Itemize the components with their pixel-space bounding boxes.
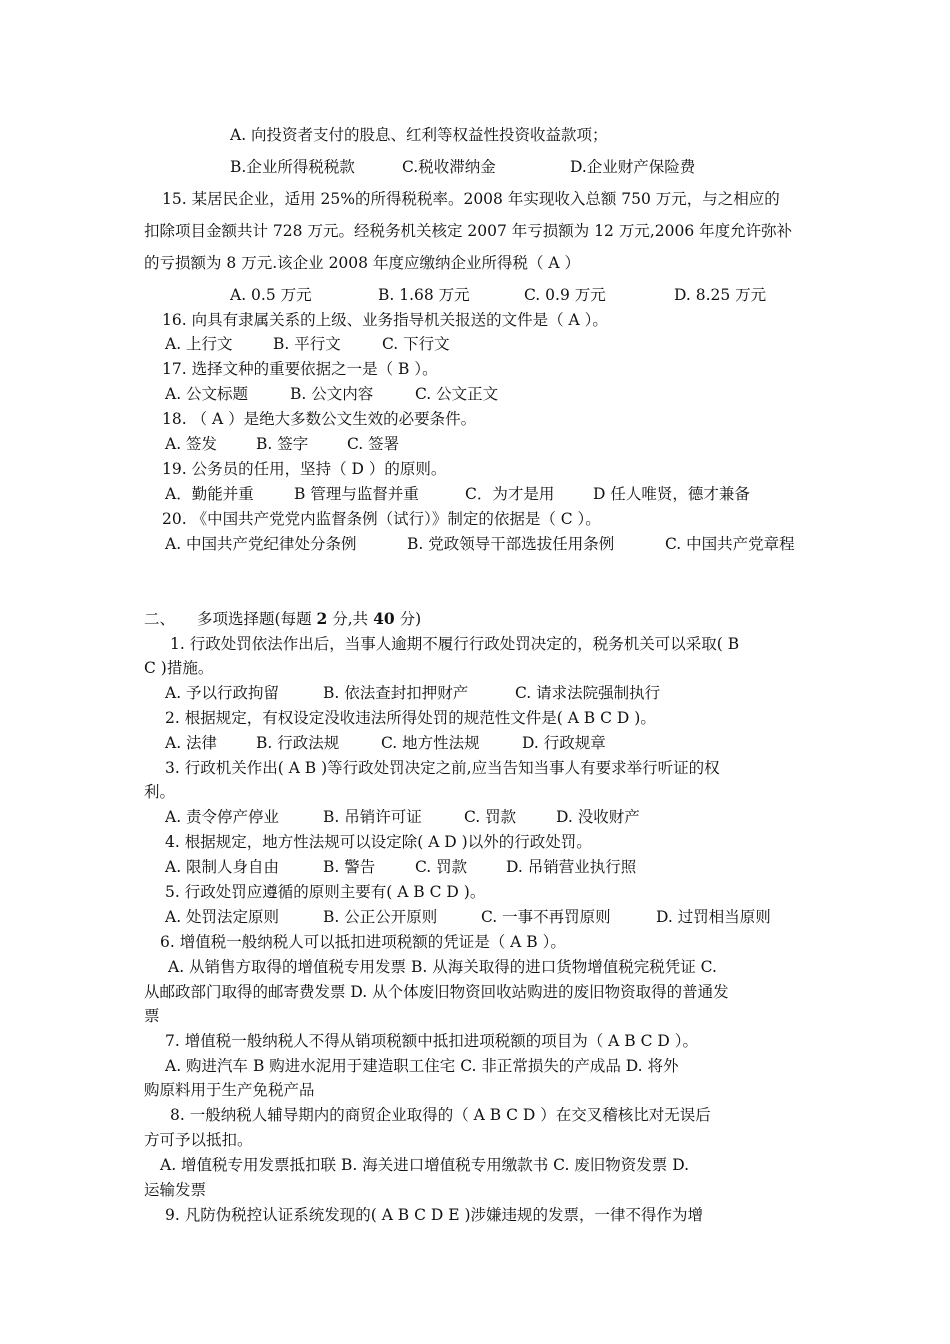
- q19-option-d: D 任人唯贤，德才兼备: [593, 485, 750, 503]
- m5-option-b: B. 公正公开原则: [323, 908, 438, 926]
- m3-option-b: B. 吊销许可证: [323, 808, 422, 826]
- q20-option-a: A. 中国共产党纪律处分条例: [165, 535, 357, 553]
- m1-line2: C )措施。: [144, 659, 214, 677]
- m2-option-b: B. 行政法规: [256, 734, 340, 752]
- q16-option-c: C. 下行文: [382, 335, 450, 353]
- m3-option-d: D. 没收财产: [556, 808, 640, 826]
- m7-question: 7. 增值税一般纳税人不得从销项税额中抵扣进项税额的项目为（ A B C D ）。: [165, 1032, 698, 1050]
- q15-option-b: B. 1.68 万元: [378, 286, 470, 304]
- m2-question: 2. 根据规定，有权设定没收违法所得处罚的规范性文件是( A B C D )。: [165, 709, 656, 727]
- q18-option-a: A. 签发: [165, 435, 218, 453]
- m3-line1: 3. 行政机关作出( A B )等行政处罚决定之前,应当告知当事人有要求举行听证的权: [165, 759, 720, 777]
- q16-option-b: B. 平行文: [273, 335, 341, 353]
- m1-line1: 1. 行政处罚依法作出后，当事人逾期不履行行政处罚决定的，税务机关可以采取( B: [170, 635, 740, 653]
- m1-option-b: B. 依法查封扣押财产: [323, 684, 469, 702]
- m8-line2: 方可予以抵扣。: [144, 1131, 253, 1149]
- q16-option-a: A. 上行文: [165, 335, 233, 353]
- m5-option-d: D. 过罚相当原则: [656, 908, 771, 926]
- q19-option-c: C．为才是用: [465, 485, 555, 503]
- q15-option-a: A. 0.5 万元: [230, 286, 312, 304]
- m4-option-b: B. 警告: [323, 858, 376, 876]
- q15-line2: 扣除项目金额共计 728 万元。经税务机关核定 2007 年亏损额为 12 万元,2006 年度允许弥补: [144, 222, 793, 240]
- option-b: B.企业所得税税款: [230, 158, 355, 176]
- m6-options-line3: 票: [144, 1007, 160, 1025]
- q17-option-c: C. 公文正文: [415, 385, 499, 403]
- m7-options-line1: A. 购进汽车 B 购进水泥用于建造职工住宅 C. 非正常损失的产成品 D. 将外: [165, 1057, 679, 1075]
- q17-option-b: B. 公文内容: [290, 385, 374, 403]
- m6-options-line2: 从邮政部门取得的邮寄费发票 D. 从个体废旧物资回收站购进的废旧物资取得的普通发: [144, 983, 729, 1001]
- m5-question: 5. 行政处罚应遵循的原则主要有( A B C D )。: [165, 883, 486, 901]
- section2-points-total: 40: [373, 609, 395, 628]
- m8-options-line1: A. 增值税专用发票抵扣联 B. 海关进口增值税专用缴款书 C. 废旧物资发票 D.: [160, 1156, 690, 1174]
- m2-option-a: A. 法律: [165, 734, 218, 752]
- m6-question: 6. 增值税一般纳税人可以抵扣进项税额的凭证是（ A B ）。: [160, 933, 566, 951]
- option-d: D.企业财产保险费: [570, 158, 696, 176]
- m8-line1: 8. 一般纳税人辅导期内的商贸企业取得的（ A B C D ）在交叉稽核比对无误后: [170, 1106, 711, 1124]
- m1-option-c: C. 请求法院强制执行: [515, 684, 661, 702]
- m3-option-a: A. 责令停产停业: [165, 808, 280, 826]
- q20-option-c: C. 中国共产党章程: [665, 535, 795, 553]
- option-c: C.税收滞纳金: [402, 158, 496, 176]
- q15-option-c: C. 0.9 万元: [524, 286, 606, 304]
- q19-option-a: A．勤能并重: [165, 485, 254, 503]
- m3-option-c: C. 罚款: [464, 808, 517, 826]
- section2-heading: [144, 609, 421, 629]
- m2-option-c: C. 地方性法规: [381, 734, 480, 752]
- m2-option-d: D. 行政规章: [522, 734, 606, 752]
- q15-line3: 的亏损额为 8 万元.该企业 2008 年度应缴纳企业所得税（ A ）: [144, 254, 580, 272]
- q20-question: 20. 《中国共产党党内监督条例（试行）》制定的依据是（ C ）。: [162, 510, 601, 528]
- q16-question: 16. 向具有隶属关系的上级、业务指导机关报送的文件是（ A ）。: [162, 311, 608, 329]
- option-a-line: A. 向投资者支付的股息、红利等权益性投资收益款项；: [230, 126, 608, 144]
- section2-title-pre: 多项选择题(每题: [197, 610, 317, 628]
- section2-points-each: 2: [316, 609, 328, 628]
- q15-option-d: D. 8.25 万元: [674, 286, 767, 304]
- section2-title-mid: 分,共: [327, 610, 374, 628]
- section2-title-post: 分): [394, 610, 422, 628]
- m9-line1: 9. 凡防伪税控认证系统发现的( A B C D E )涉嫌违规的发票，一律不得作为增: [165, 1206, 704, 1224]
- m4-question: 4. 根据规定，地方性法规可以设定除( A D )以外的行政处罚。: [165, 833, 592, 851]
- m7-options-line2: 购原料用于生产免税产品: [144, 1081, 315, 1099]
- q19-option-b: B 管理与监督并重: [294, 485, 419, 503]
- q20-option-b: B. 党政领导干部选拔任用条例: [407, 535, 615, 553]
- q15-line1: 15. 某居民企业，适用 25%的所得税税率。2008 年实现收入总额 750 万元，与之相应的: [162, 190, 780, 208]
- section2-number: 二、: [144, 610, 176, 628]
- q18-option-c: C. 签署: [347, 435, 400, 453]
- q18-option-b: B. 签字: [256, 435, 309, 453]
- m4-option-d: D. 吊销营业执行照: [506, 858, 637, 876]
- q17-question: 17. 选择文种的重要依据之一是（ B ）。: [162, 360, 438, 378]
- m5-option-a: A. 处罚法定原则: [165, 908, 280, 926]
- m8-options-line2: 运输发票: [144, 1181, 207, 1199]
- m5-option-c: C. 一事不再罚原则: [481, 908, 611, 926]
- q18-question: 18. （ A ）是绝大多数公文生效的必要条件。: [162, 410, 477, 428]
- q17-option-a: A. 公文标题: [165, 385, 249, 403]
- m4-option-c: C. 罚款: [415, 858, 468, 876]
- q19-question: 19. 公务员的任用，坚持（ D ）的原则。: [162, 460, 447, 478]
- m1-option-a: A. 予以行政拘留: [165, 684, 280, 702]
- m3-line2: 利。: [144, 783, 176, 801]
- m6-options-line1: A. 从销售方取得的增值税专用发票 B. 从海关取得的进口货物增值税完税凭证 C.: [168, 958, 717, 976]
- m4-option-a: A. 限制人身自由: [165, 858, 280, 876]
